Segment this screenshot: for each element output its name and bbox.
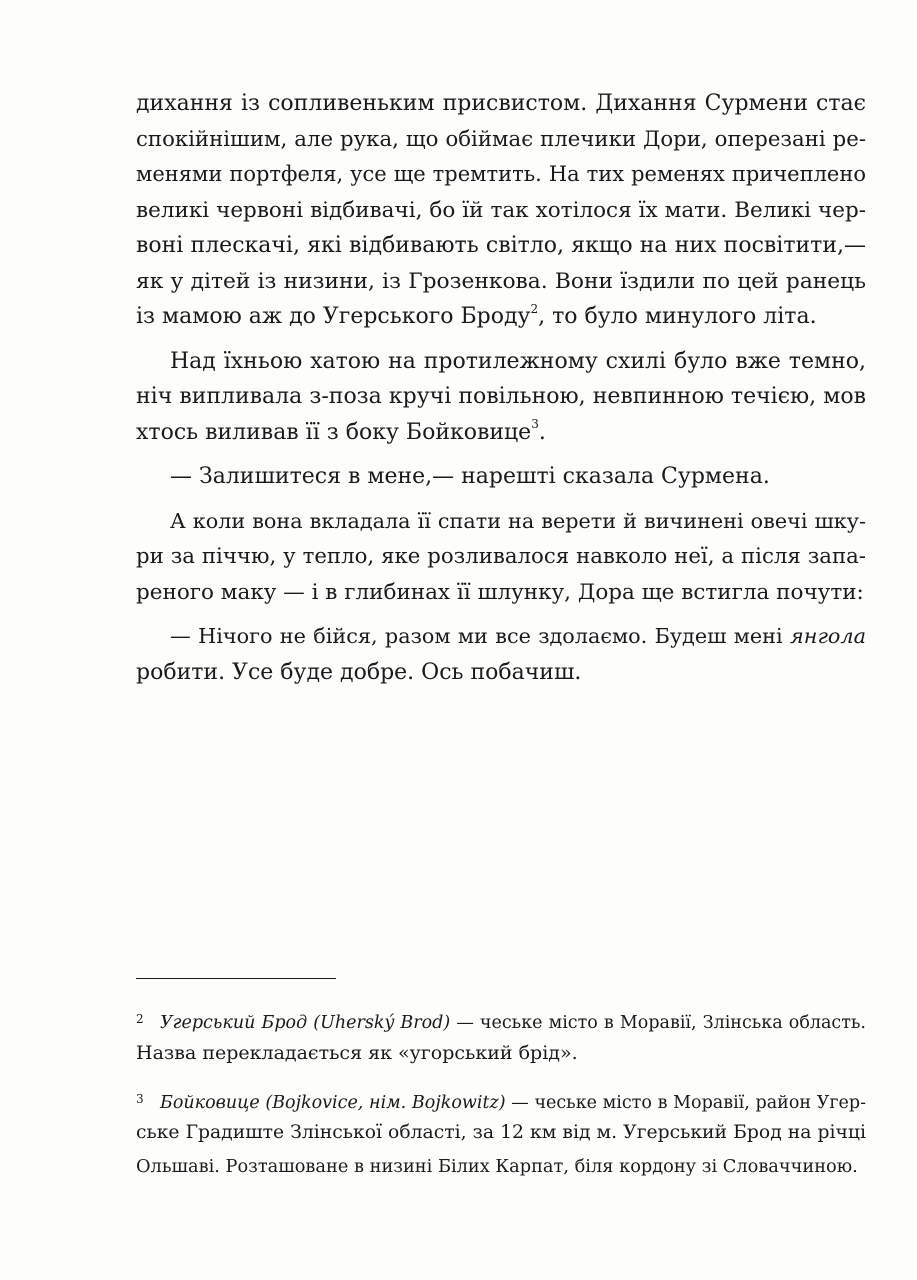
footnote-term: Бойковице (Bojkovice, нім. Bojkowitz) — [160, 1093, 506, 1113]
footnote-text: — чеське місто в Моравії, Злінська область. — [450, 1013, 866, 1033]
text-line: ри за піччю, у тепло, яке розливалося навколо неї, а після запа- — [136, 544, 866, 569]
text-line: Над їхньою хатою на протилежному схилі було вже темно, — [170, 348, 866, 374]
footnote-term: Угерський Брод (Uherský Brod) — [160, 1013, 451, 1033]
text-line — [136, 299, 866, 335]
text-line: дихання із сопливеньким присвистом. Дихання Сурмени стає — [136, 91, 866, 116]
footnote-3 — [136, 1082, 866, 1116]
text-line: реного маку — і в глибинах її шлунку, Дора ще встигла почути: — [136, 579, 864, 605]
italic-word: янгола — [790, 624, 866, 648]
dialogue-line — [136, 619, 866, 655]
footnote-number: 3 — [136, 1092, 144, 1106]
text-line: спокійнішим, але рука, що обіймає плечики Дори, оперезані ре- — [136, 126, 866, 152]
text-line: робити. Усе буде добре. Ось побачиш. — [136, 659, 582, 685]
text-line: ніч випливала з-поза кручі повільною, невпинною течією, мов — [136, 384, 866, 409]
text-run: — Нічого не бійся, разом ми все здолаємо. Будеш мені — [170, 624, 791, 648]
text-line: великі червоні відбивачі, бо їй так хотілося їх мати. Великі чер- — [136, 197, 866, 223]
footnote-text-line: Ольшаві. Розташоване в низині Білих Карпат, біля кордону зі Словаччиною. — [136, 1157, 858, 1177]
footnote-number: 2 — [136, 1012, 144, 1026]
text-line — [136, 415, 866, 451]
footnote-ref-3: 3 — [531, 417, 539, 432]
main-text — [136, 86, 866, 690]
text-line: як у дітей із низини, із Грозенкова. Вони їздили по цей ранець — [136, 268, 866, 294]
text-line: менями портфеля, усе ще тремтить. На тих ременях причеплено — [136, 162, 866, 186]
footnote-text-line: Назва перекладається як «угорський брід». — [136, 1042, 578, 1064]
footnote-text: — чеське місто в Моравії, район Угер- — [505, 1093, 866, 1113]
text-line: А коли вона вкладала її спати на верети й вичинені овечі шку- — [170, 508, 866, 533]
text-run: із мамою аж до Угерського Броду — [136, 304, 531, 329]
text-run: . — [538, 419, 546, 445]
footnote-ref-2: 2 — [530, 301, 539, 316]
footnote-text-line: ське Градиште Злінської області, за 12 км від м. Угерський Брод на річці — [136, 1122, 866, 1143]
footnotes — [136, 1002, 866, 1184]
footnote-2 — [136, 1002, 866, 1036]
text-line: воні плескачі, які відбивають світло, якщо на них посвітити,— — [136, 233, 866, 258]
footnote-divider — [136, 978, 336, 979]
text-run: хтось виливав її з боку Бойковице — [136, 419, 532, 445]
text-run: , то було минулого літа. — [538, 304, 817, 329]
dialogue-line: — Залишитеся в мене,— нарешті сказала Сурмена. — [170, 464, 770, 489]
